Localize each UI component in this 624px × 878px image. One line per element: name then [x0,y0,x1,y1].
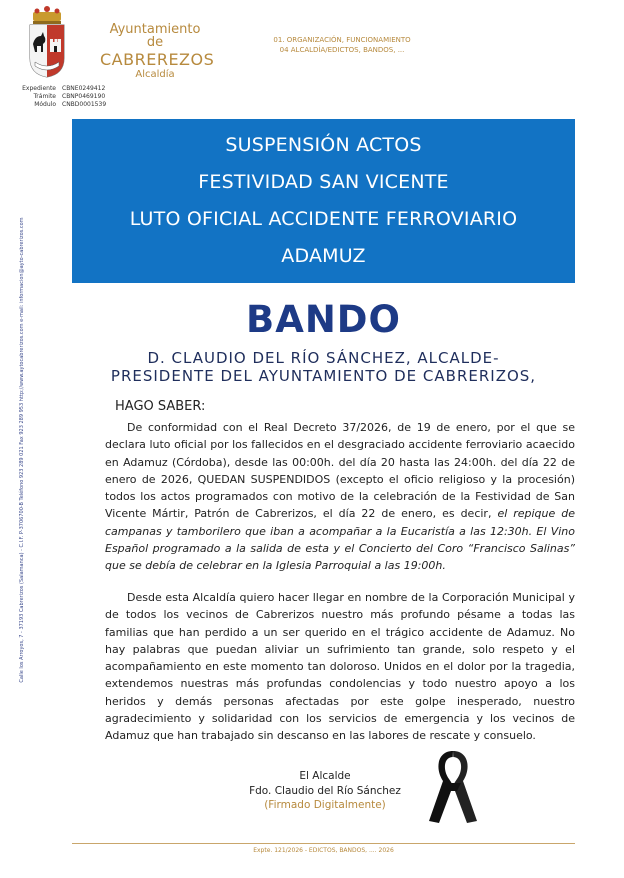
class-line1: 01. ORGANIZACIÓN, FUNCIONAMIENTO [273,36,411,44]
meta-key: Trámite [33,93,56,100]
meta-row [22,93,106,101]
hago-saber-heading: HAGO SABER: [115,399,206,414]
signature-role: El Alcalde [299,770,351,782]
contact-text: Calle los Arroyos, 7 - 37193 Cabrerizos (Salamanca) - C.I.F. P-3706700-B Teléfono 923 289 021 Fax 923 289 953 http://www.aytocabrerizos.com e-mail: informacion@ayto-cabrerizos.com [19,217,25,683]
classification-info [262,35,422,55]
signature-name: Fdo. Claudio del Río Sánchez [249,784,401,797]
meta-value: CBNE0249412 [62,85,106,92]
paragraph-1 [105,419,575,575]
file-metadata [22,85,106,109]
meta-row [22,85,106,93]
organization-name [100,22,215,80]
banner-line4: ADAMUZ [281,245,366,267]
meta-key: Expediente [22,85,56,92]
footer-divider [72,843,575,844]
meta-value: CBNP0469190 [62,93,106,100]
banner-line2: FESTIVIDAD SAN VICENTE [198,171,449,193]
org-line1: Ayuntamiento de [109,22,201,50]
coat-of-arms-logo [27,6,67,78]
meta-key: Módulo [34,101,56,108]
paragraph-1-text: De conformidad con el Real Decreto 37/2026, de 19 de enero, por el que se declara luto oficial por los fallecidos en el desgraciado accidente ferroviario acaecido en Adamuz (Córdoba), desde las 00:00h. del día 20 hasta las 24:00h. del día 22 de enero de 2026, QUEDAN SUSPENDIDOS (excepto el oficio religioso y la procesión) todos los actos programados con motivo de la celebración de la Festividad de San Vicente Mártir, Patrón de Cabrerizos, el día 22 de enero, es decir, [105,421,575,521]
document-title: BANDO [246,298,401,341]
mayor-line1: D. CLAUDIO DEL RÍO SÁNCHEZ, ALCALDE- [147,349,500,367]
signature-note: (Firmado Digitalmente) [264,799,386,811]
meta-value: CNBD0001539 [62,101,107,108]
paragraph-2: Desde esta Alcaldía quiero hacer llegar en nombre de la Corporación Municipal y de todos los vecinos de Cabrerizos nuestro más profundo pésame a todas las familias que han perdido a un ser querido en el trágico accidente de Adamuz. No hay palabras que puedan aliviar un sufrimiento tan grande, solo respeto y el acompañamiento en este momento tan doloroso. Unidos en el dolor por la tragedia, extendemos nuestras más profundas condolencias y todo nuestro apoyo a los heridos y demás personas afectadas por este golpe inesperado, nuestro agradecimiento y solidaridad con los servicios de emergencia y los vecinos de Adamuz que han trabajado sin descanso en las labores de rescate y consuelo. [105,591,575,743]
class-line2: 04 ALCALDÍA/EDICTOS, BANDOS, ... [279,46,405,54]
banner-line3: LUTO OFICIAL ACCIDENTE FERROVIARIO [129,208,518,230]
org-line3: Alcaldía [135,69,175,80]
mourning-ribbon-icon [423,747,483,827]
footer-reference: Expte. 121/2026 - EDICTOS, BANDOS, .... 2026 [253,847,394,854]
org-line2: CABREREZOS [100,50,215,69]
meta-row [22,101,106,109]
banner-line1: SUSPENSIÓN ACTOS [225,134,422,156]
mayor-line2: PRESIDENTE DEL AYUNTAMIENTO DE CABRERIZOS, [110,367,537,385]
contact-sidebar [14,210,30,690]
paragraph-1-italic: el repique de campanas y tamborilero que iban a acompañar a la Eucaristía a las 12:30h. El Vino Español programado a la salida de esta y el Concierto del Coro “Francisco Salinas” que se debía de celebrar en la Iglesia Parroquial a las 19:00h. [105,507,576,573]
headline-banner [72,119,575,283]
signature-block [230,769,420,813]
mayor-heading [72,349,575,385]
